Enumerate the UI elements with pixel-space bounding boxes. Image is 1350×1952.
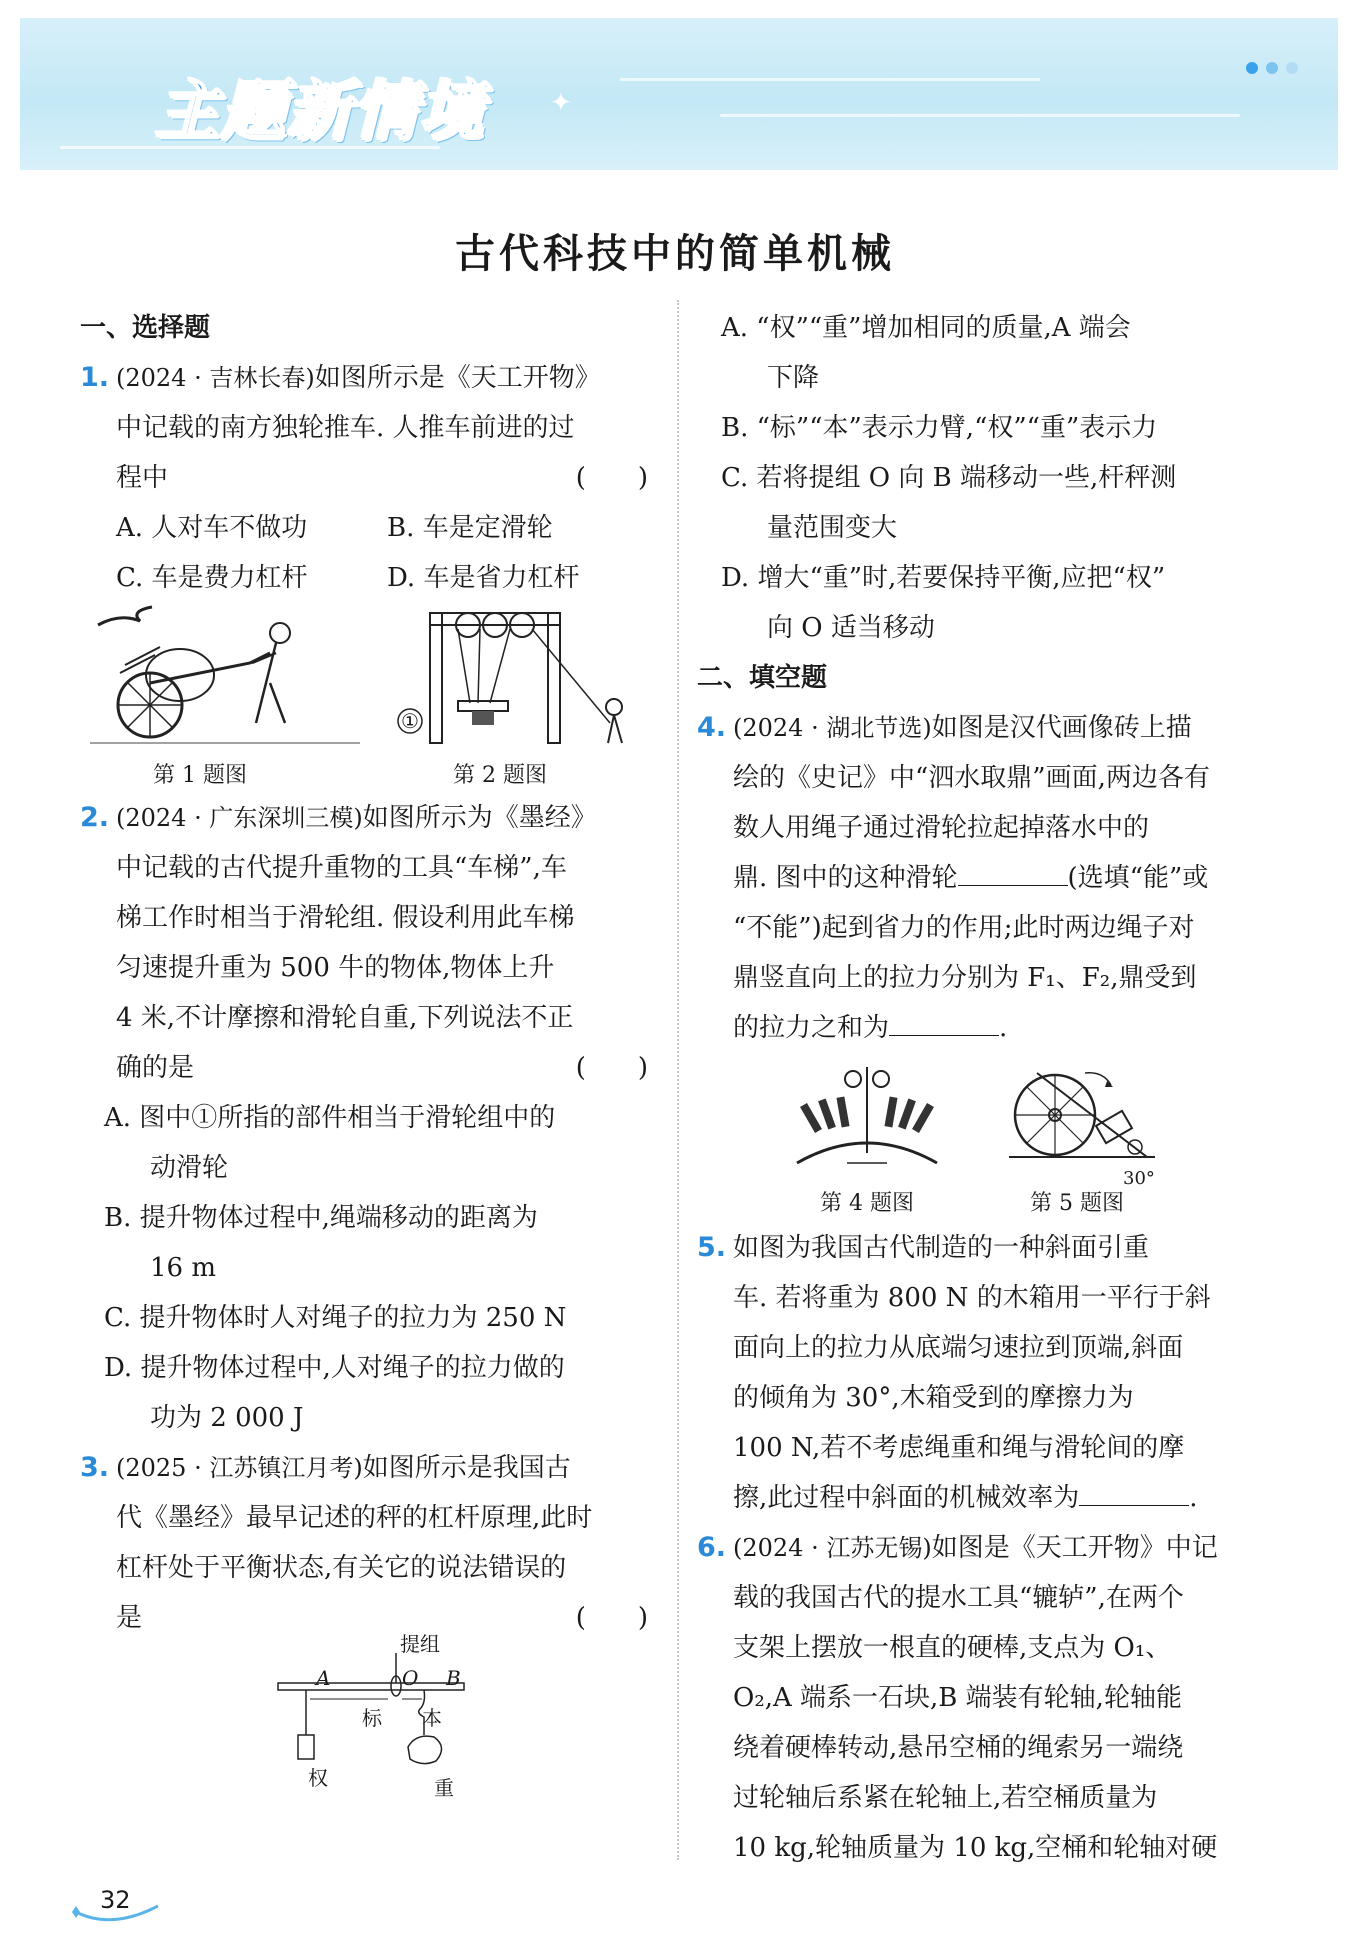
question-number: 1. (80, 362, 110, 393)
options-row (80, 553, 658, 603)
question-source: (2024 · 吉林长春) (116, 364, 315, 392)
question-text: 面向上的拉力从底端匀速拉到顶端,斜面 (733, 1333, 1184, 1363)
option-a-cont: 下降 (767, 363, 820, 393)
question-text: 100 N,若不考虑绳重和绳与滑轮间的摩 (733, 1433, 1185, 1463)
option-a-cont: 动滑轮 (150, 1153, 229, 1183)
question-text: 鼎竖直向上的拉力分别为 F₁、F₂,鼎受到 (733, 963, 1197, 993)
angle-label: 30° (1123, 1168, 1155, 1189)
question-source: (2024 · 江苏无锡) (733, 1534, 932, 1562)
question-text: 梯工作时相当于滑轮组. 假设利用此车梯 (116, 903, 575, 933)
figure-caption: 第 1 题图 (153, 763, 247, 788)
question-text: 载的我国古代的提水工具“辘轳”,在两个 (733, 1583, 1184, 1613)
option-a: A. 图中①所指的部件相当于滑轮组中的 (104, 1103, 556, 1133)
question-text: . (999, 1013, 1008, 1043)
label-zhong: 重 (434, 1776, 454, 1800)
question-text: 数人用绳子通过滑轮拉起掉落水中的 (733, 813, 1150, 843)
option-c: C. 提升物体时人对绳子的拉力为 250 N (104, 1303, 567, 1333)
figure-caption: 第 5 题图 (1030, 1191, 1124, 1216)
section-heading-choice: 一、选择题 (80, 313, 211, 343)
question-text: 如图所示是我国古 (362, 1453, 571, 1483)
option-d: D. 增大“重”时,若要保持平衡,应把“权” (721, 563, 1166, 593)
page-number: 32 (100, 1886, 131, 1914)
question-6 (697, 1523, 1275, 1873)
label-o: O (402, 1666, 419, 1690)
figure-5 (967, 1053, 1267, 1223)
page-title: 古代科技中的简单机械 (455, 230, 895, 277)
label-a: A (316, 1666, 331, 1690)
question-text: 支架上摆放一根直的硬棒,支点为 O₁、 (733, 1633, 1172, 1663)
question-2 (80, 793, 658, 1093)
question-text: “不能”)起到省力的作用;此时两边绳子对 (733, 913, 1195, 943)
question-text: 程中 (116, 463, 169, 493)
question-text: . (1189, 1483, 1198, 1513)
question-text: 确的是 (116, 1053, 195, 1083)
question-number: 3. (80, 1452, 110, 1483)
answer-parentheses: ( ) (575, 1053, 648, 1083)
incline-cart-illustration (1007, 1061, 1157, 1173)
question-text: 过轮轴后系紧在轮轴上,若空桶质量为 (733, 1783, 1158, 1813)
figure-caption: 第 4 题图 (820, 1191, 914, 1216)
question-number: 6. (697, 1532, 727, 1563)
question-text: 代《墨经》最早记述的秤的杠杆原理,此时 (116, 1503, 593, 1533)
question-source: (2024 · 湖北节选) (733, 714, 932, 742)
label-tizu: 提组 (400, 1632, 440, 1656)
option-b-cont: 16 m (150, 1253, 217, 1283)
question-5 (697, 1223, 1275, 1523)
question-text: 绘的《史记》中“泗水取鼎”画面,两边各有 (733, 763, 1210, 793)
figure-marker: ① (401, 709, 419, 733)
question-text: 的拉力之和为 (733, 1013, 890, 1043)
question-text: O₂,A 端系一石块,B 端装有轮轴,轮轴能 (733, 1683, 1182, 1713)
banner-streak (620, 78, 1040, 81)
question-text: 中记载的古代提升重物的工具“车梯”,车 (116, 853, 567, 883)
banner-dots (1246, 62, 1298, 74)
figure-1 (80, 603, 370, 793)
question-text: 如图是汉代画像砖上描 (931, 713, 1192, 743)
banner-streak (720, 114, 1240, 117)
dot-icon (1246, 62, 1258, 74)
question-text: 如图是《天工开物》中记 (931, 1533, 1218, 1563)
figure-3 (80, 1632, 658, 1803)
answer-blank[interactable] (889, 1005, 999, 1036)
column-divider (677, 300, 679, 1860)
figure-caption: 第 2 题图 (453, 763, 547, 788)
label-biao: 标 (362, 1706, 382, 1730)
label-ben: 本 (422, 1706, 442, 1730)
question-text: 如图为我国古代制造的一种斜面引重 (733, 1233, 1150, 1263)
question-source: (2024 · 广东深圳三模) (116, 804, 363, 832)
sishui-quding-illustration (787, 1063, 947, 1173)
option-c-cont: 量范围变大 (767, 513, 898, 543)
question-text: 擦,此过程中斜面的机械效率为 (733, 1483, 1080, 1513)
option-d-cont: 功为 2 000 J (150, 1403, 304, 1433)
question-text: 是 (116, 1603, 143, 1633)
sparkle-icon: ✦ (550, 88, 572, 118)
option-b: B. “标”“本”表示力臂,“权”“重”表示力 (721, 413, 1158, 443)
options-row (80, 503, 658, 553)
question-1 (80, 353, 658, 503)
wheelbarrow-illustration (80, 603, 370, 753)
option-a: A. 人对车不做功 (116, 513, 308, 543)
right-column (697, 303, 1275, 1873)
option-d: D. 提升物体过程中,人对绳子的拉力做的 (104, 1353, 565, 1383)
question-text: 4 米,不计摩擦和滑轮自重,下列说法不正 (116, 1003, 574, 1033)
answer-blank[interactable] (1079, 1475, 1189, 1506)
question-text: 匀速提升重为 500 牛的物体,物体上升 (116, 953, 555, 983)
section-heading-fill: 二、填空题 (697, 663, 828, 693)
question-number: 5. (697, 1232, 727, 1263)
figures-1-2 (80, 603, 658, 793)
answer-parentheses: ( ) (575, 463, 648, 493)
label-b: B (446, 1666, 461, 1690)
left-column (80, 303, 658, 1803)
question-text: 中记载的南方独轮推车. 人推车前进的过 (116, 413, 575, 443)
option-c: C. 车是费力杠杆 (116, 563, 308, 593)
question-text: 如图所示为《墨经》 (362, 803, 597, 833)
question-text: 10 kg,轮轴质量为 10 kg,空桶和轮轴对硬 (733, 1833, 1218, 1863)
dot-icon (1266, 62, 1278, 74)
question-text: 杠杆处于平衡状态,有关它的说法错误的 (116, 1553, 567, 1583)
question-text: 绕着硬棒转动,悬吊空桶的绳索另一端绕 (733, 1733, 1184, 1763)
question-text: 鼎. 图中的这种滑轮 (733, 863, 958, 893)
question-number: 2. (80, 802, 110, 833)
question-4 (697, 703, 1275, 1053)
option-c: C. 若将提组 O 向 B 端移动一些,杆秤测 (721, 463, 1177, 493)
question-number: 4. (697, 712, 727, 743)
question-text: 车. 若将重为 800 N 的木箱用一平行于斜 (733, 1283, 1211, 1313)
question-text: 的倾角为 30°,木箱受到的摩擦力为 (733, 1383, 1134, 1413)
answer-blank[interactable] (958, 855, 1068, 886)
figure-2 (370, 603, 660, 793)
question-source: (2025 · 江苏镇江月考) (116, 1454, 363, 1482)
question-3 (80, 1443, 658, 1643)
question-text: (选填“能”或 (1067, 863, 1209, 893)
option-a: A. “权”“重”增加相同的质量,A 端会 (721, 313, 1131, 343)
option-b: B. 车是定滑轮 (387, 513, 553, 543)
option-b: B. 提升物体过程中,绳端移动的距离为 (104, 1203, 538, 1233)
question-text: 如图所示是《天工开物》 (314, 363, 601, 393)
option-d-cont: 向 O 适当移动 (767, 613, 935, 643)
label-quan: 权 (308, 1766, 328, 1790)
figures-4-5 (697, 1053, 1275, 1223)
header-banner (20, 18, 1338, 170)
figure-4 (697, 1053, 967, 1223)
answer-parentheses: ( ) (575, 1603, 648, 1633)
dot-icon (1286, 62, 1298, 74)
banner-title: 主题新情境 (155, 75, 485, 149)
option-d: D. 车是省力杠杆 (387, 563, 580, 593)
